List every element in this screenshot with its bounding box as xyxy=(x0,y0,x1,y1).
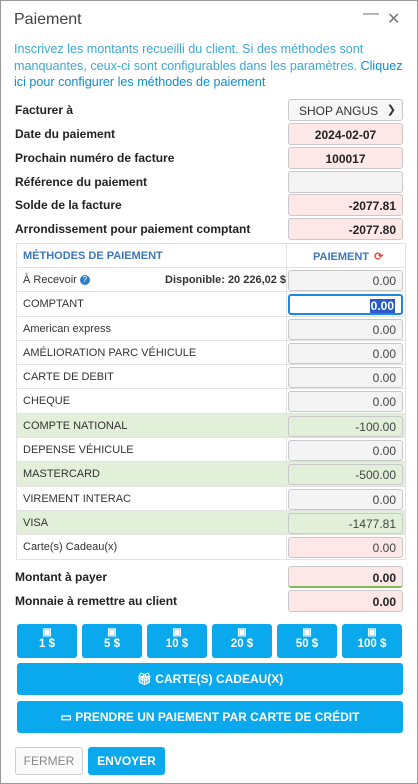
cash-rounding-label: Arrondissement pour paiement comptant xyxy=(15,222,251,236)
table-header xyxy=(17,244,405,268)
next-invoice-label: Prochain numéro de facture xyxy=(15,151,175,165)
method-name: VIREMENT INTERAC xyxy=(23,492,131,505)
intro-message: Inscrivez les montants recueilli du client. Si des méthodes sont manquantes, ceux-ci sont configurables dans les paramètres. xyxy=(14,42,364,73)
receivable-row xyxy=(17,268,405,292)
cash-100-label: 100 $ xyxy=(357,638,387,650)
cash-50-label: 50 $ xyxy=(295,638,319,650)
cash-50-button[interactable] xyxy=(277,624,337,658)
close-icon[interactable]: ✕ xyxy=(387,11,401,28)
change-due-row xyxy=(14,590,404,612)
bill-to-label: Facturer à xyxy=(15,103,74,117)
minimize-icon[interactable]: — xyxy=(363,5,379,22)
payment-column-header xyxy=(313,250,383,263)
amount-to-pay-label: Montant à payer xyxy=(15,570,108,584)
cash-10-button[interactable] xyxy=(147,624,207,658)
invoice-balance-field: -2077.81 xyxy=(288,194,403,216)
invoice-balance-label: Solde de la facture xyxy=(15,198,122,212)
receivable-amount-field[interactable]: 0.00 xyxy=(288,270,403,291)
banknote-icon: ▣ xyxy=(302,627,312,638)
banknote-icon: ▣ xyxy=(107,627,117,638)
cash-20-label: 20 $ xyxy=(230,638,254,650)
bill-to-select[interactable] xyxy=(288,99,403,121)
cash-1-button[interactable] xyxy=(17,624,77,658)
amount-to-pay-field: 0.00 xyxy=(288,566,403,588)
cash-20-button[interactable] xyxy=(212,624,272,658)
method-amount-input[interactable]: 0.00 xyxy=(288,440,403,461)
payment-reference-field[interactable] xyxy=(288,171,403,193)
method-name: DEPENSE VÉHICULE xyxy=(23,444,134,457)
cash-5-button[interactable] xyxy=(82,624,142,658)
methods-column-header: MÉTHODES DE PAIEMENT xyxy=(23,250,163,262)
change-due-field: 0.00 xyxy=(288,590,403,612)
close-button[interactable]: FERMER xyxy=(15,747,83,775)
payment-reference-row xyxy=(14,171,404,193)
table-row xyxy=(17,511,405,535)
configure-methods-link[interactable]: Cliquez ici pour configurer les méthodes de paiement xyxy=(14,58,403,89)
table-row xyxy=(17,389,405,413)
method-name: CHEQUE xyxy=(23,395,71,408)
method-amount-input[interactable] xyxy=(288,294,403,315)
receivable-label: À Recevoir xyxy=(23,274,77,286)
cash-5-label: 5 $ xyxy=(104,638,120,650)
payment-column-label: PAIEMENT xyxy=(313,251,370,263)
gift-icon: 🎁︎ xyxy=(136,672,152,686)
available-balance: Disponible: 20 226,02 $ xyxy=(165,274,287,286)
payment-date-label: Date du paiement xyxy=(15,127,116,141)
method-amount-input[interactable]: -1477.81 xyxy=(288,513,403,534)
selected-amount-text: 0.00 xyxy=(370,299,394,314)
method-amount-input[interactable]: 0.00 xyxy=(288,319,403,340)
method-amount-input[interactable]: 0.00 xyxy=(288,537,403,558)
table-row xyxy=(17,414,405,438)
banknote-icon: ▣ xyxy=(42,627,52,638)
method-name: COMPTE NATIONAL xyxy=(23,419,128,432)
banknote-icon: ▣ xyxy=(367,627,377,638)
cash-buttons xyxy=(17,624,403,658)
table-row xyxy=(17,535,405,559)
payment-reference-label: Référence du paiement xyxy=(15,175,148,189)
method-amount-input[interactable]: 0.00 xyxy=(288,343,403,364)
banknote-icon: ▣ xyxy=(172,627,182,638)
method-name: CARTE DE DEBIT xyxy=(23,371,114,384)
method-name: American express xyxy=(23,322,112,335)
method-name: AMÉLIORATION PARC VÉHICULE xyxy=(23,346,197,359)
next-invoice-field[interactable]: 100017 xyxy=(288,147,403,169)
payment-date-field[interactable]: 2024-02-07 xyxy=(288,123,403,145)
refresh-icon[interactable]: ⟳ xyxy=(374,251,384,263)
receivable-label-wrap xyxy=(23,274,90,286)
cash-rounding-row xyxy=(14,218,404,240)
method-name: VISA xyxy=(23,516,49,529)
title-bar xyxy=(1,1,417,39)
table-row xyxy=(17,365,405,389)
chevron-down-icon: ❯ xyxy=(386,104,396,116)
method-name: MASTERCARD xyxy=(23,468,101,481)
table-row xyxy=(17,292,405,316)
credit-card-payment-button[interactable] xyxy=(17,701,403,733)
method-name: Carte(s) Cadeau(x) xyxy=(23,541,118,554)
banknote-icon: ▣ xyxy=(237,627,247,638)
method-amount-input[interactable]: -100.00 xyxy=(288,416,403,437)
method-amount-input[interactable]: -500.00 xyxy=(288,464,403,485)
method-amount-input[interactable]: 0.00 xyxy=(288,367,403,388)
gift-cards-button[interactable] xyxy=(17,663,403,695)
bill-to-row xyxy=(14,99,404,121)
cash-rounding-field: -2077.80 xyxy=(288,218,403,240)
table-row xyxy=(17,317,405,341)
amount-to-pay-row xyxy=(14,566,404,588)
credit-card-icon: ▭ xyxy=(60,710,72,724)
credit-card-label: PRENDRE UN PAIEMENT PAR CARTE DE CRÉDIT xyxy=(75,710,360,724)
table-row xyxy=(17,438,405,462)
bill-to-value: SHOP ANGUS xyxy=(299,104,379,118)
change-due-label: Monnaie à remettre au client xyxy=(15,594,178,608)
method-amount-input[interactable]: 0.00 xyxy=(288,489,403,510)
table-row xyxy=(17,341,405,365)
cash-10-label: 10 $ xyxy=(165,638,189,650)
method-name: COMPTANT xyxy=(23,298,84,311)
dialog-title: Paiement xyxy=(14,11,82,28)
info-icon[interactable]: ? xyxy=(80,275,90,285)
payment-methods-table xyxy=(16,243,406,560)
intro-text xyxy=(14,41,406,91)
cash-100-button[interactable] xyxy=(342,624,402,658)
table-row xyxy=(17,487,405,511)
send-button[interactable]: ENVOYER xyxy=(88,747,165,775)
table-row xyxy=(17,462,405,486)
invoice-balance-row xyxy=(14,194,404,216)
payment-date-row xyxy=(14,123,404,145)
cash-1-label: 1 $ xyxy=(39,638,55,650)
next-invoice-row xyxy=(14,147,404,169)
gift-cards-label: CARTE(S) CADEAU(X) xyxy=(155,672,284,686)
method-amount-input[interactable]: 0.00 xyxy=(288,391,403,412)
